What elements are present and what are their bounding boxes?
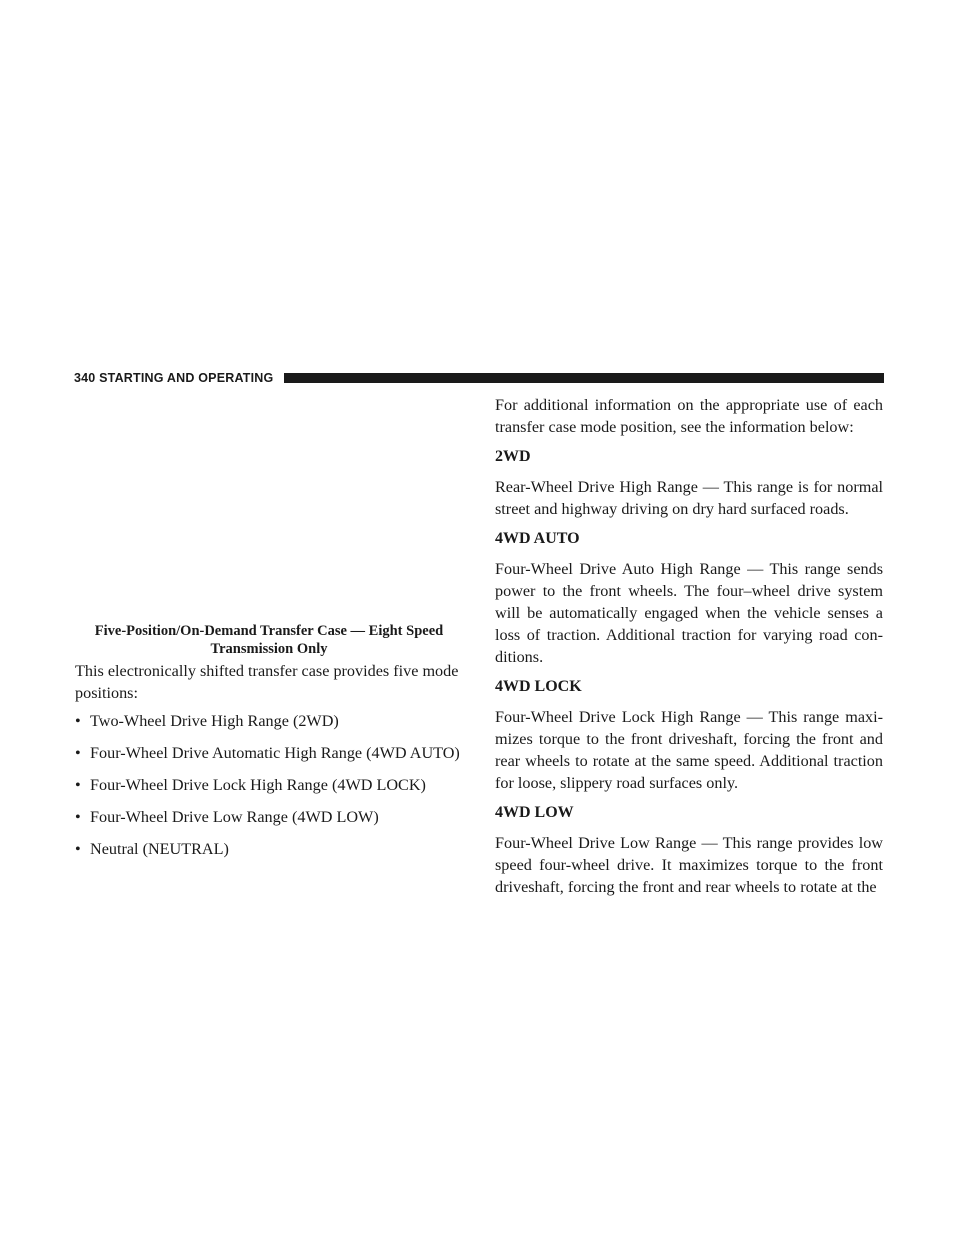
figure-caption-line-2: Transmission Only <box>210 641 328 657</box>
list-item <box>75 838 465 860</box>
left-column <box>75 660 465 870</box>
section-heading-4wd-low: 4WD LOW <box>495 804 574 821</box>
section-body-4wd-auto: Four-Wheel Drive Auto High Range — This range sends power to the front wheels. The four–wheel drive system will be automatically engaged when the vehicle senses a loss of traction. Additional traction for varying road con-ditions. <box>495 560 883 666</box>
left-intro-paragraph: This electronically shifted transfer case provides five mode positions: <box>75 662 459 702</box>
section-body-4wd-low: Four-Wheel Drive Low Range — This range provides low speed four-wheel drive. It maximizes torque to the front driveshaft, forcing the front and rear wheels to rotate at the <box>495 834 883 896</box>
list-item <box>75 774 465 796</box>
mode-position-list <box>75 710 465 860</box>
section-heading-4wd-auto: 4WD AUTO <box>495 530 580 547</box>
figure-image-area <box>75 396 463 616</box>
list-item-text: Four-Wheel Drive Low Range (4WD LOW) <box>90 808 379 826</box>
figure-caption <box>75 622 463 658</box>
section-body-4wd-lock: Four-Wheel Drive Lock High Range — This range maxi-mizes torque to the front driveshaft, forcing the front and rear wheels to rotate at the same speed. Additional traction for loose, slippery road surfaces only. <box>495 708 883 792</box>
list-item <box>75 710 465 732</box>
list-item-text: Two-Wheel Drive High Range (2WD) <box>90 712 339 730</box>
running-header <box>74 369 884 387</box>
list-item-text: Neutral (NEUTRAL) <box>90 840 229 858</box>
bullet-icon: • <box>75 840 81 858</box>
section-heading-2wd: 2WD <box>495 448 531 465</box>
list-item <box>75 742 465 764</box>
right-intro-paragraph: For additional information on the appropriate use of each transfer case mode position, see the information below: <box>495 396 883 436</box>
page-number-section-title: 340 STARTING AND OPERATING <box>74 369 281 387</box>
list-item <box>75 806 465 828</box>
bullet-icon: • <box>75 776 81 794</box>
bullet-icon: • <box>75 744 81 762</box>
list-item-text: Four-Wheel Drive Automatic High Range (4WD AUTO) <box>90 744 460 762</box>
list-item-text: Four-Wheel Drive Lock High Range (4WD LOCK) <box>90 776 426 794</box>
section-heading-4wd-lock: 4WD LOCK <box>495 678 582 695</box>
right-column <box>495 394 883 906</box>
section-body-2wd: Rear-Wheel Drive High Range — This range is for normal street and highway driving on dry hard surfaced roads. <box>495 478 883 518</box>
header-rule <box>284 373 884 383</box>
bullet-icon: • <box>75 808 81 826</box>
figure-caption-line-1: Five-Position/On-Demand Transfer Case — Eight Speed <box>94 623 444 639</box>
bullet-icon: • <box>75 712 81 730</box>
